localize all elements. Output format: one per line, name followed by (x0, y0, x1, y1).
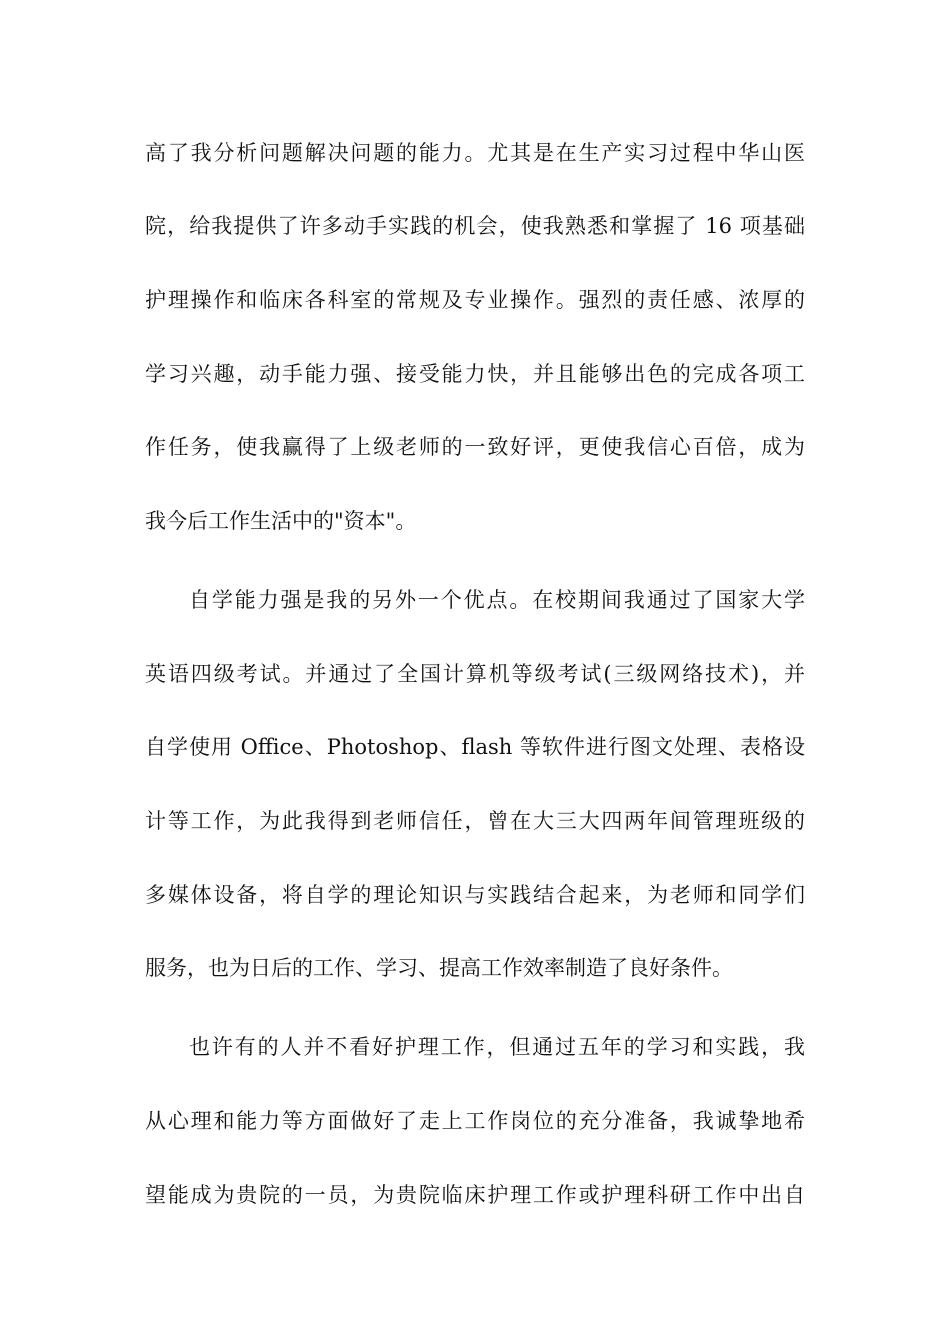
text-line: 作任务，使我赢得了上级老师的一致好评，更使我信心百倍，成为 (145, 435, 805, 459)
text-line: 自学使用 Office、Photoshop、flash 等软件进行图文处理、表格设 (145, 735, 805, 759)
text-line: 计等工作，为此我得到老师信任，曾在大三大四两年间管理班级的 (145, 809, 805, 833)
text-line: 院，给我提供了许多动手实践的机会，使我熟悉和掌握了 16 项基础 (145, 214, 805, 238)
text-line: 从心理和能力等方面做好了走上工作岗位的充分准备，我诚挚地希 (145, 1109, 805, 1133)
text-line: 学习兴趣，动手能力强、接受能力快，并且能够出色的完成各项工 (145, 362, 805, 386)
text-line: 望能成为贵院的一员，为贵院临床护理工作或护理科研工作中出自 (145, 1183, 805, 1207)
text-line: 服务，也为日后的工作、学习、提高工作效率制造了良好条件。 (145, 956, 733, 980)
text-line: 高了我分析问题解决问题的能力。尤其是在生产实习过程中华山医 (145, 141, 805, 165)
text-line: 护理操作和临床各科室的常规及专业操作。强烈的责任感、浓厚的 (145, 288, 805, 312)
text-line: 我今后工作生活中的"资本"。 (145, 509, 417, 533)
text-line: 多媒体设备，将自学的理论知识与实践结合起来，为老师和同学们 (145, 883, 805, 907)
text-line: 自学能力强是我的另外一个优点。在校期间我通过了国家大学 (189, 588, 805, 612)
text-line: 英语四级考试。并通过了全国计算机等级考试(三级网络技术)，并 (145, 662, 805, 686)
text-line: 也许有的人并不看好护理工作，但通过五年的学习和实践，我 (189, 1035, 805, 1059)
